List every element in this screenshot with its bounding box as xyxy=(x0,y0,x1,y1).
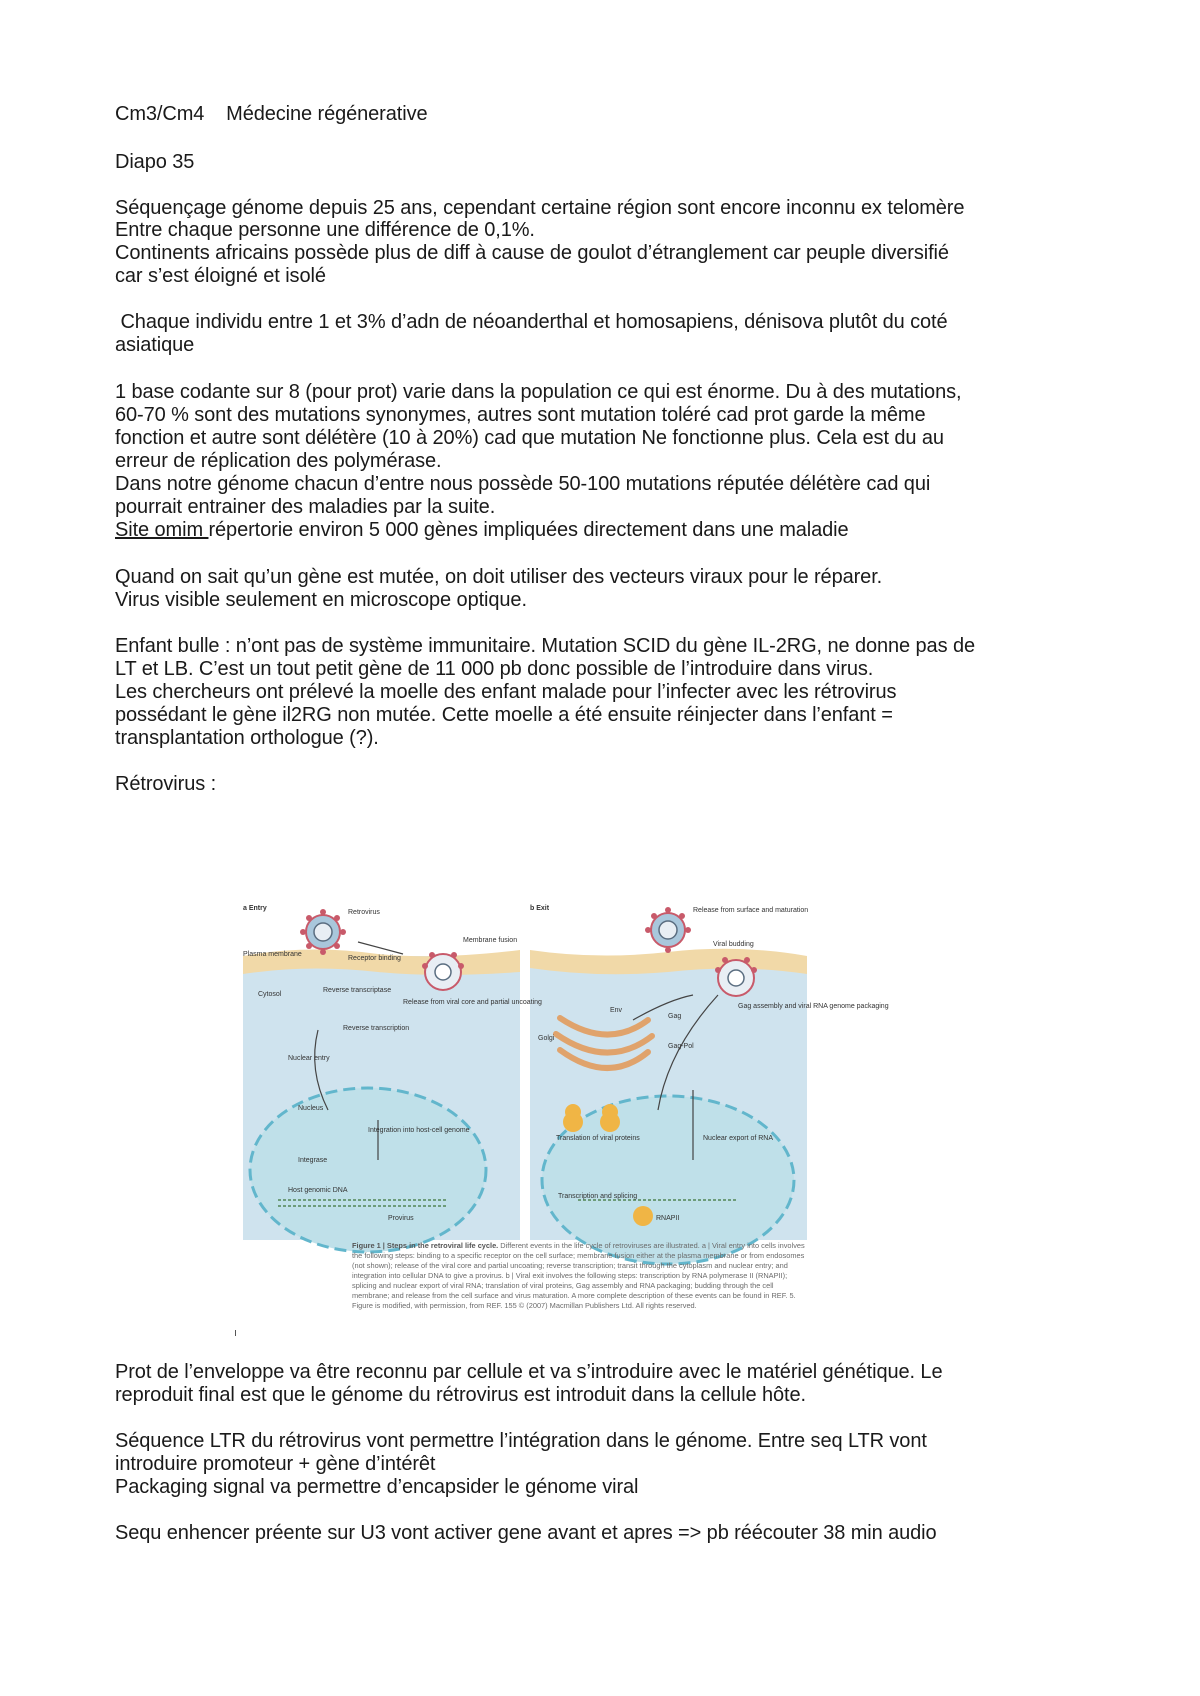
nucleus-a xyxy=(250,1088,486,1252)
label-membrane-fusion: Membrane fusion xyxy=(463,937,518,944)
lifecycle-diagram xyxy=(238,900,889,1240)
figure-mark xyxy=(235,1330,236,1336)
label-reverse-transcriptase: Reverse transcriptase xyxy=(323,987,392,994)
omim-link[interactable]: Site omim xyxy=(115,519,209,541)
retrovirus-particle xyxy=(300,909,346,955)
label-retrovirus: Retrovirus xyxy=(348,909,380,916)
paragraph-line: pourrait entrainer des maladies par la suite. xyxy=(115,496,496,518)
paragraph-line: Enfant bulle : n’ont pas de système immunitaire. Mutation SCID du gène IL-2RG, ne donne pas de xyxy=(115,635,975,657)
label-release-surface: Release from surface and maturation xyxy=(693,907,809,914)
label-gag-assembly: Gag assembly and viral RNA genome packaging xyxy=(738,1003,889,1010)
caption-text: Different events in the life cycle of retroviruses are illustrated. a | Viral entry into cells involves the following steps: binding to a specific receptor on the cell surface; membrane fusion either at the plasma membrane or from endosomes (not shown); release of the viral core and partial uncoating; reverse transcription; transit through the cytoplasm and nuclear entry; and integration into cellular DNA to give a provirus. b | Viral exit involves the following steps: transcription by RNA polymerase II (RNAPII); splicing and nuclear export of viral RNA; translation of viral proteins, Gag assembly and RNA packaging; budding through the cell membrane; and release from the cell surface and virus maturation. A more complete description of these events can be found in REF. 5. Figure is modified, with permission, from REF. 155 © (2007) Macmillan Publishers Ltd. All rights reserved. xyxy=(352,1241,805,1310)
paragraph-line: car s’est éloigné et isolé xyxy=(115,265,326,287)
label-receptor-binding: Receptor binding xyxy=(348,955,401,962)
paragraph-line: Virus visible seulement en microscope optique. xyxy=(115,589,527,611)
paragraph-line xyxy=(115,518,849,542)
paragraph-line: Chaque individu entre 1 et 3% d’adn de néoanderthal et homosapiens, dénisova plutôt du coté xyxy=(115,311,948,333)
label-env: Env xyxy=(610,1007,623,1014)
label-nuclear-entry: Nuclear entry xyxy=(288,1055,330,1062)
label-viral-budding: Viral budding xyxy=(713,941,754,948)
panel-a-label: a Entry xyxy=(243,905,267,912)
figure-caption xyxy=(352,1241,808,1335)
paragraph-line: Séquence LTR du rétrovirus vont permettre l’intégration dans le génome. Entre seq LTR vont xyxy=(115,1430,927,1452)
label-transcription: Transcription and splicing xyxy=(558,1193,638,1200)
label-rnapii: RNAPII xyxy=(656,1215,680,1222)
paragraph-line: possédant le gène il2RG non mutée. Cette moelle a été ensuite réinjecter dans l’enfant = xyxy=(115,704,893,726)
released-virus xyxy=(645,907,691,953)
paragraph-line: Séquençage génome depuis 25 ans, cependant certaine région sont encore inconnu ex telomère xyxy=(115,197,965,219)
label-golgi: Golgi xyxy=(538,1035,555,1042)
paragraph-line: Continents africains possède plus de diff à cause de goulot d’étranglement car peuple diversifié xyxy=(115,242,949,264)
paragraph-line: erreur de réplication des polymérase. xyxy=(115,450,442,472)
label-nuclear-export: Nuclear export of RNA xyxy=(703,1135,774,1142)
label-nucleus: Nucleus xyxy=(298,1105,324,1112)
paragraph-line: Packaging signal va permettre d’encapsider le génome viral xyxy=(115,1476,639,1498)
slide-reference: Diapo 35 xyxy=(115,151,195,173)
label-provirus: Provirus xyxy=(388,1215,414,1222)
label-host-dna: Host genomic DNA xyxy=(288,1187,348,1194)
document-title: Cm3/Cm4 Médecine régénerative xyxy=(115,103,428,125)
label-translation: Translation of viral proteins xyxy=(556,1135,640,1142)
paragraph-line: fonction et autre sont délétère (10 à 20%) cad que mutation Ne fonctionne plus. Cela est du au xyxy=(115,427,944,449)
label-reverse-transcription: Reverse transcription xyxy=(343,1025,410,1032)
paragraph-line: reproduit final est que le génome du rétrovirus est introduit dans la cellule hôte. xyxy=(115,1384,806,1406)
paragraph-line: 60-70 % sont des mutations synonymes, autres sont mutation toléré cad prot garde la même xyxy=(115,404,926,426)
paragraph-line: Prot de l’enveloppe va être reconnu par cellule et va s’introduire avec le matériel génétique. Le xyxy=(115,1361,943,1383)
label-integration: Integration into host-cell genome xyxy=(368,1127,470,1134)
paragraph-line: transplantation orthologue (?). xyxy=(115,727,379,749)
paragraph-line: Entre chaque personne une différence de 0,1%. xyxy=(115,219,535,241)
label-gag-pol: Gag-Pol xyxy=(668,1043,694,1050)
paragraph-line: Dans notre génome chacun d’entre nous possède 50-100 mutations réputée délétère cad qui xyxy=(115,473,931,495)
label-plasma-membrane: Plasma membrane xyxy=(243,951,302,958)
paragraph-line: introduire promoteur + gène d’intérêt xyxy=(115,1453,436,1475)
label-gag: Gag xyxy=(668,1013,682,1020)
paragraph-line: Les chercheurs ont prélevé la moelle des enfant malade pour l’infecter avec les rétrovirus xyxy=(115,681,897,703)
label-integrase: Integrase xyxy=(298,1157,328,1164)
paragraph-line: LT et LB. C’est un tout petit gène de 11 000 pb donc possible de l’introduire dans virus. xyxy=(115,658,874,680)
omim-text: répertorie environ 5 000 gènes impliquées directement dans une maladie xyxy=(208,519,849,541)
label-cytosol: Cytosol xyxy=(258,991,282,998)
caption-title: Figure 1 | Steps in the retroviral life cycle. xyxy=(352,1241,499,1250)
paragraph-line: Quand on sait qu’un gène est mutée, on doit utiliser des vecteurs viraux pour le réparer. xyxy=(115,566,883,588)
panel-b-label: b Exit xyxy=(530,905,550,912)
paragraph-line: Sequ enhencer préente sur U3 vont activer gene avant et apres => pb réécouter 38 min audio xyxy=(115,1522,937,1544)
paragraph-line: asiatique xyxy=(115,334,195,356)
section-heading: Rétrovirus : xyxy=(115,773,217,795)
label-release-core: Release from viral core and partial uncoating xyxy=(403,999,542,1006)
rnapii-enzyme xyxy=(633,1206,653,1226)
paragraph-line: 1 base codante sur 8 (pour prot) varie dans la population ce qui est énorme. Du à des mutations, xyxy=(115,381,962,403)
